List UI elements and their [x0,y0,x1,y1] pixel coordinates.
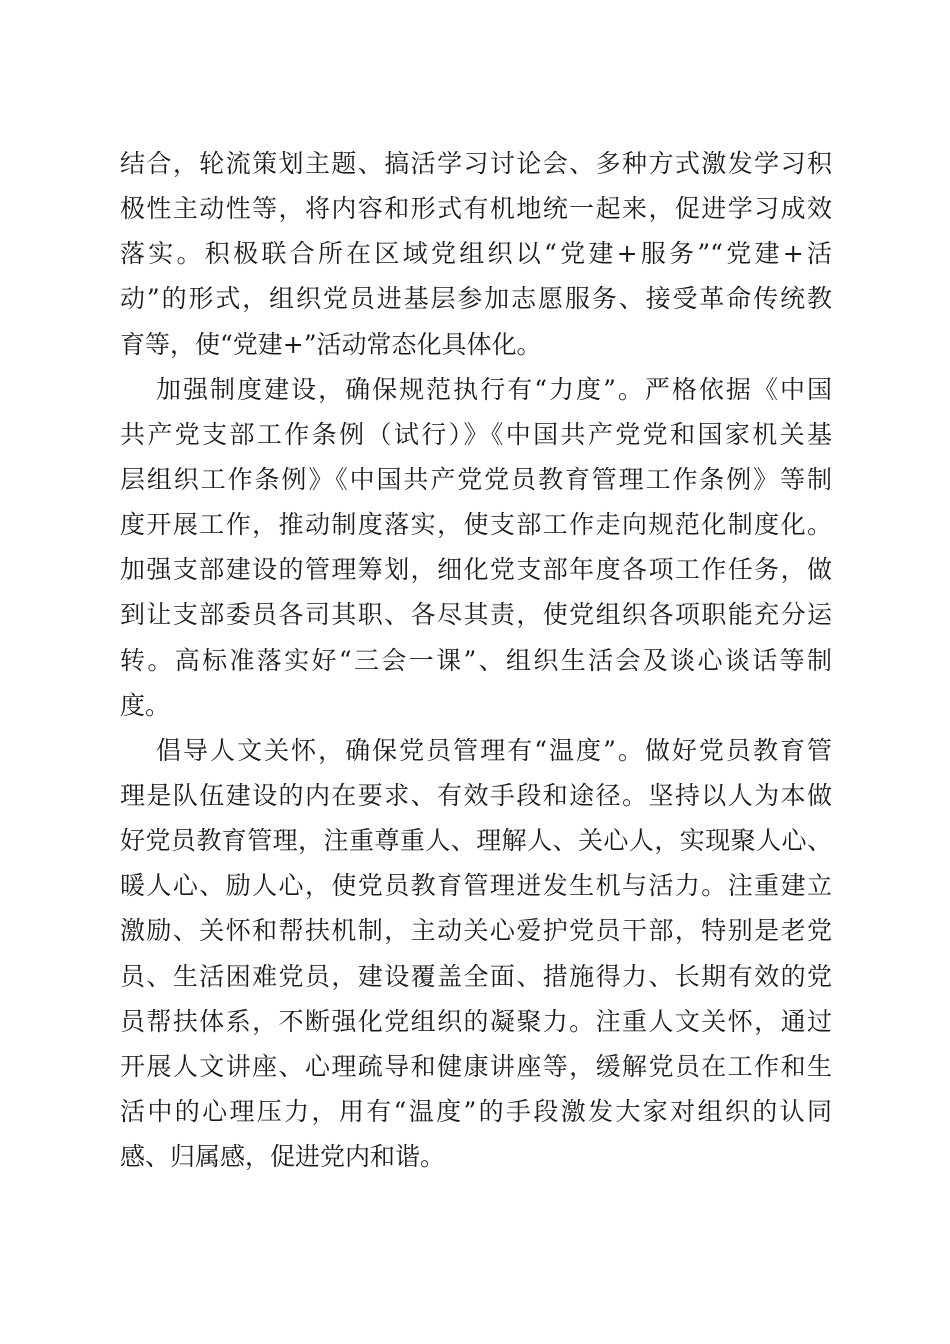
paragraph-first-line: 倡导人文关怀，确保党员管理有“温度”。做好党员教育管 [156,735,832,765]
text-line: 共产党支部工作条例（试行）》《中国共产党党和国家机关基 [120,419,832,449]
text-line: 层组织工作条例》《中国共产党党员教育管理工作条例》等制 [120,464,832,494]
paragraph-first-line: 加强制度建设，确保规范执行有“力度”。严格依据《中国 [156,374,832,404]
text-line: 结合，轮流策划主题、搞活学习讨论会、多种方式激发学习积 [120,149,832,178]
text-line: 理是队伍建设的内在要求、有效手段和途径。坚持以人为本做 [120,780,832,810]
text-line: 加强支部建设的管理筹划，细化党支部年度各项工作任务，做 [120,555,832,585]
text-line: 度。 [120,690,171,720]
text-line: 极性主动性等，将内容和形式有机地统一起来，促进学习成效 [120,194,832,224]
text-line: 育等，使“党建+”活动常态化具体化。 [120,329,542,359]
text-line: 员、生活困难党员，建设覆盖全面、措施得力、长期有效的党 [120,961,832,991]
text-line: 员帮扶体系，不断强化党组织的凝聚力。注重人文关怀，通过 [120,1006,832,1036]
text-line: 转。高标准落实好“三会一课”、组织生活会及谈心谈话等制 [120,645,832,675]
text-line: 暖人心、励人心，使党员教育管理迸发生机与活力。注重建立 [120,871,832,901]
text-line: 好党员教育管理，注重尊重人、理解人、关心人，实现聚人心、 [120,826,832,856]
text-line: 动”的形式，组织党员进基层参加志愿服务、接受革命传统教 [120,284,832,314]
text-line: 感、归属感，促进党内和谐。 [120,1142,446,1172]
text-line: 开展人文讲座、心理疏导和健康讲座等，缓解党员在工作和生 [120,1051,832,1081]
text-line: 度开展工作，推动制度落实，使支部工作走向规范化制度化。 [120,510,832,540]
text-line: 活中的心理压力，用有“温度”的手段激发大家对组织的认同 [120,1096,832,1126]
text-line: 到让支部委员各司其职、各尽其责，使党组织各项职能充分运 [120,600,832,630]
document-body [120,141,832,1179]
text-line: 落实。积极联合所在区域党组织以“党建+服务”“党建+活 [120,239,832,269]
text-line: 激励、关怀和帮扶机制，主动关心爱护党员干部，特别是老党 [120,916,832,946]
